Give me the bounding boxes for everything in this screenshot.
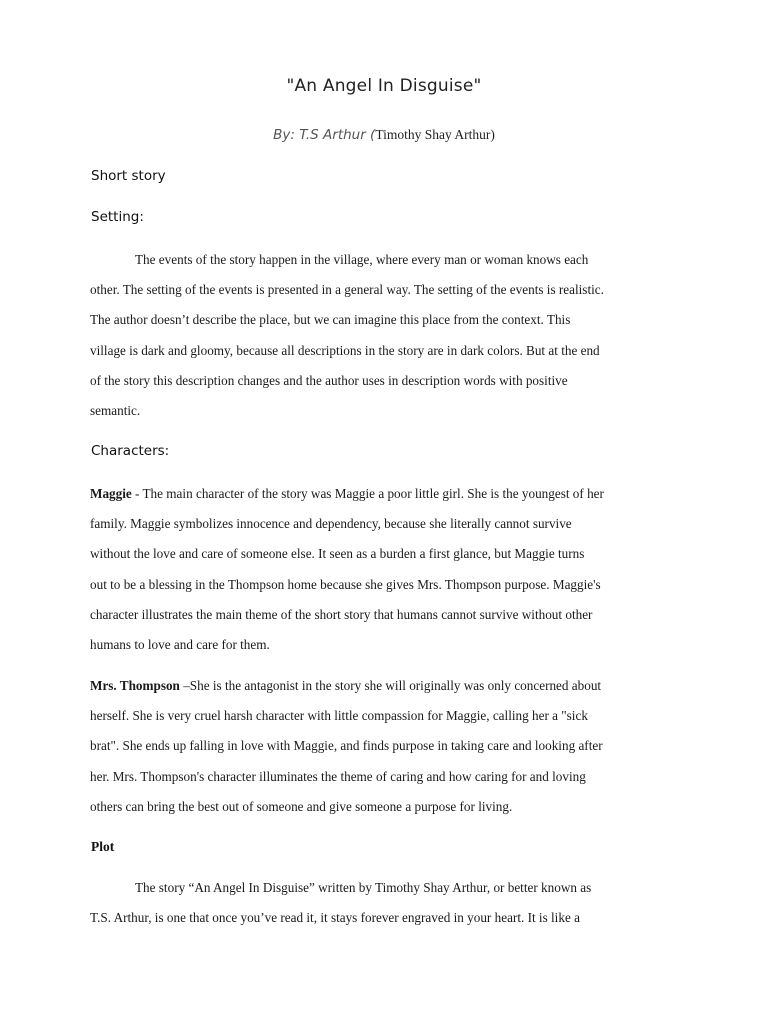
- text-line: brat". She ends up falling in love with Maggie, and finds purpose in taking care and looking after: [90, 738, 603, 754]
- document-title: "An Angel In Disguise": [286, 76, 482, 96]
- text-line: [90, 671, 688, 701]
- text-line: The story “An Angel In Disguise” written by Timothy Shay Arthur, or better known as: [135, 880, 592, 895]
- text-line: humans to love and care for them.: [90, 637, 270, 653]
- thompson-first-line: –She is the antagonist in the story she will originally was only concerned about: [179, 678, 602, 693]
- setting-heading: Setting:: [91, 209, 144, 225]
- text-line: family. Maggie symbolizes innocence and dependency, because she literally cannot survive: [90, 516, 572, 532]
- text-line: her. Mrs. Thompson's character illuminates the theme of caring and how caring for and loving: [90, 768, 586, 784]
- text-line: The events of the story happen in the village, where every man or woman knows each: [135, 252, 589, 267]
- text-line: herself. She is very cruel harsh character with little compassion for Maggie, calling her a "sick: [90, 708, 588, 724]
- text-line: out to be a blessing in the Thompson home because she gives Mrs. Thompson purpose. Maggie's: [90, 576, 601, 592]
- byline-full-name: Timothy Shay Arthur): [375, 127, 495, 142]
- byline: [0, 127, 768, 143]
- text-line: without the love and care of someone else. It seen as a burden a first glance, but Maggie turns: [90, 546, 585, 562]
- text-line: semantic.: [90, 403, 141, 419]
- byline-author: By: T.S Arthur (: [273, 127, 376, 143]
- text-line: T.S. Arthur, is one that once you’ve read it, it stays forever engraved in your heart. It is like a: [90, 910, 580, 926]
- thompson-paragraph: [90, 671, 688, 822]
- plot-heading: Plot: [91, 839, 115, 854]
- text-line: others can bring the best out of someone and give someone a purpose for living.: [90, 798, 513, 814]
- maggie-first-line: - The main character of the story was Maggie a poor little girl. She is the youngest of her: [131, 486, 604, 501]
- characters-heading: Characters:: [91, 443, 170, 459]
- genre-heading: Short story: [91, 168, 166, 184]
- text-line: village is dark and gloomy, because all descriptions in the story are in dark colors. But at the end: [90, 342, 600, 358]
- character-name-thompson: Mrs. Thompson: [90, 678, 180, 693]
- setting-paragraph: [90, 245, 688, 426]
- text-line: other. The setting of the events is presented in a general way. The setting of the events is realistic.: [90, 282, 604, 298]
- text-line: The author doesn’t describe the place, but we can imagine this place from the context. This: [90, 312, 571, 328]
- text-line: [90, 479, 688, 509]
- character-name-maggie: Maggie: [90, 486, 132, 501]
- maggie-paragraph: [90, 479, 688, 660]
- text-line: character illustrates the main theme of the short story that humans cannot survive without other: [90, 606, 593, 622]
- plot-paragraph: [90, 873, 688, 933]
- text-line: of the story this description changes and the author uses in description words with positive: [90, 372, 568, 388]
